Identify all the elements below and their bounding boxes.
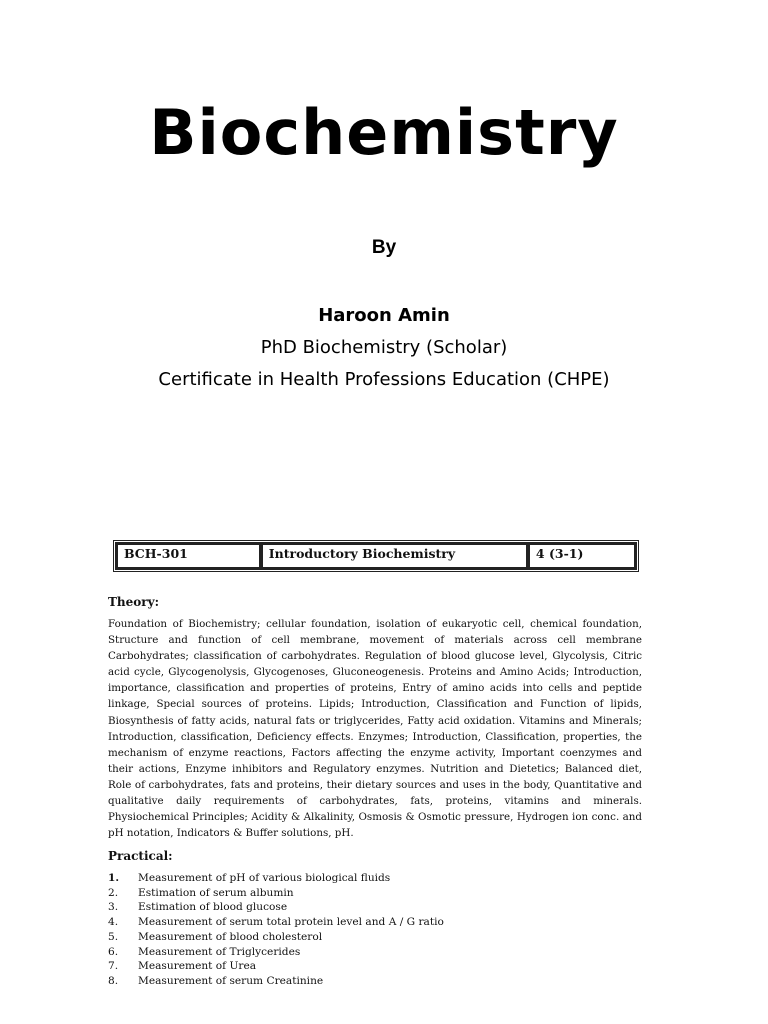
author-name: Haroon Amin	[318, 305, 450, 326]
item-text: Measurement of Urea	[138, 960, 257, 973]
author-block	[0, 300, 768, 396]
list-item	[108, 945, 642, 960]
item-number: 6.	[108, 945, 119, 958]
practical-heading: Practical:	[108, 849, 173, 863]
item-text: Measurement of serum total protein level and A / G ratio	[138, 916, 444, 929]
theory-heading: Theory:	[108, 595, 160, 609]
list-item	[108, 930, 642, 945]
course-name: Introductory Biochemistry	[261, 543, 528, 569]
item-number: 7.	[108, 960, 119, 973]
item-text: Measurement of pH of various biological fluids	[138, 872, 391, 884]
item-text: Measurement of blood cholesterol	[138, 930, 323, 943]
course-code: BCH-301	[116, 543, 261, 569]
item-number: 1.	[108, 872, 120, 884]
document-title: Biochemistry	[149, 96, 619, 169]
practical-list	[108, 871, 642, 989]
list-item	[108, 974, 642, 989]
list-item	[108, 915, 642, 930]
item-text: Estimation of blood glucose	[138, 901, 288, 914]
item-number: 8.	[108, 974, 119, 987]
course-outline-excerpt	[108, 540, 644, 987]
author-degree: PhD Biochemistry (Scholar)	[260, 337, 508, 358]
item-text: Estimation of serum albumin	[138, 886, 294, 899]
course-credits: 4 (3-1)	[528, 543, 636, 569]
course-header-table	[113, 540, 639, 572]
theory-paragraph: Foundation of Biochemistry; cellular foundation, isolation of eukaryotic cell, chemical foundation, Structure and function of cell membrane, movement of materials across cell membrane Carbohydrates; classification of carbohydrates. Regulation of blood glucose level, Glycolysis, Citric acid cycle, Glycogenolysis, Glycogenoses, Gluconeogenesis. Proteins and Amino Acids; Introduction, importance, classification and properties of proteins, Entry of amino acids into cells and peptide linkage, Special sources of proteins. Lipids; Introduction, Classification and Function of lipids, Biosynthesis of fatty acids, natural fats or triglycerides, Fatty acid oxidation. Vitamins and Minerals; Introduction, classification, Deficiency effects. Enzymes; Introduction, Classification, properties, the mechanism of enzyme reactions, Factors affecting the enzyme activity, Important coenzymes and their actions, Enzyme inhibitors and Regulatory enzymes. Nutrition and Dietetics; Balanced diet, Role of carbohydrates, fats and proteins, their dietary sources and uses in the body, Quantitative and qualitative daily requirements of carbohydrates, fats, proteins, vitamins and minerals. Physiochemical Principles; Acidity & Alkalinity, Osmosis & Osmotic pressure, Hydrogen ion conc. and pH notation, Indicators & Buffer solutions, pH.	[108, 618, 642, 840]
item-text: Measurement of serum Creatinine	[138, 974, 324, 987]
item-number: 3.	[108, 901, 119, 914]
list-item	[108, 886, 642, 901]
author-certificate: Certificate in Health Professions Education (CHPE)	[158, 369, 610, 390]
item-number: 2.	[108, 886, 119, 899]
list-item	[108, 900, 642, 915]
by-label: By	[371, 237, 397, 258]
item-number: 4.	[108, 916, 119, 929]
item-number: 5.	[108, 930, 119, 943]
list-item	[108, 959, 642, 974]
list-item	[108, 871, 642, 886]
item-text: Measurement of Triglycerides	[138, 945, 301, 958]
